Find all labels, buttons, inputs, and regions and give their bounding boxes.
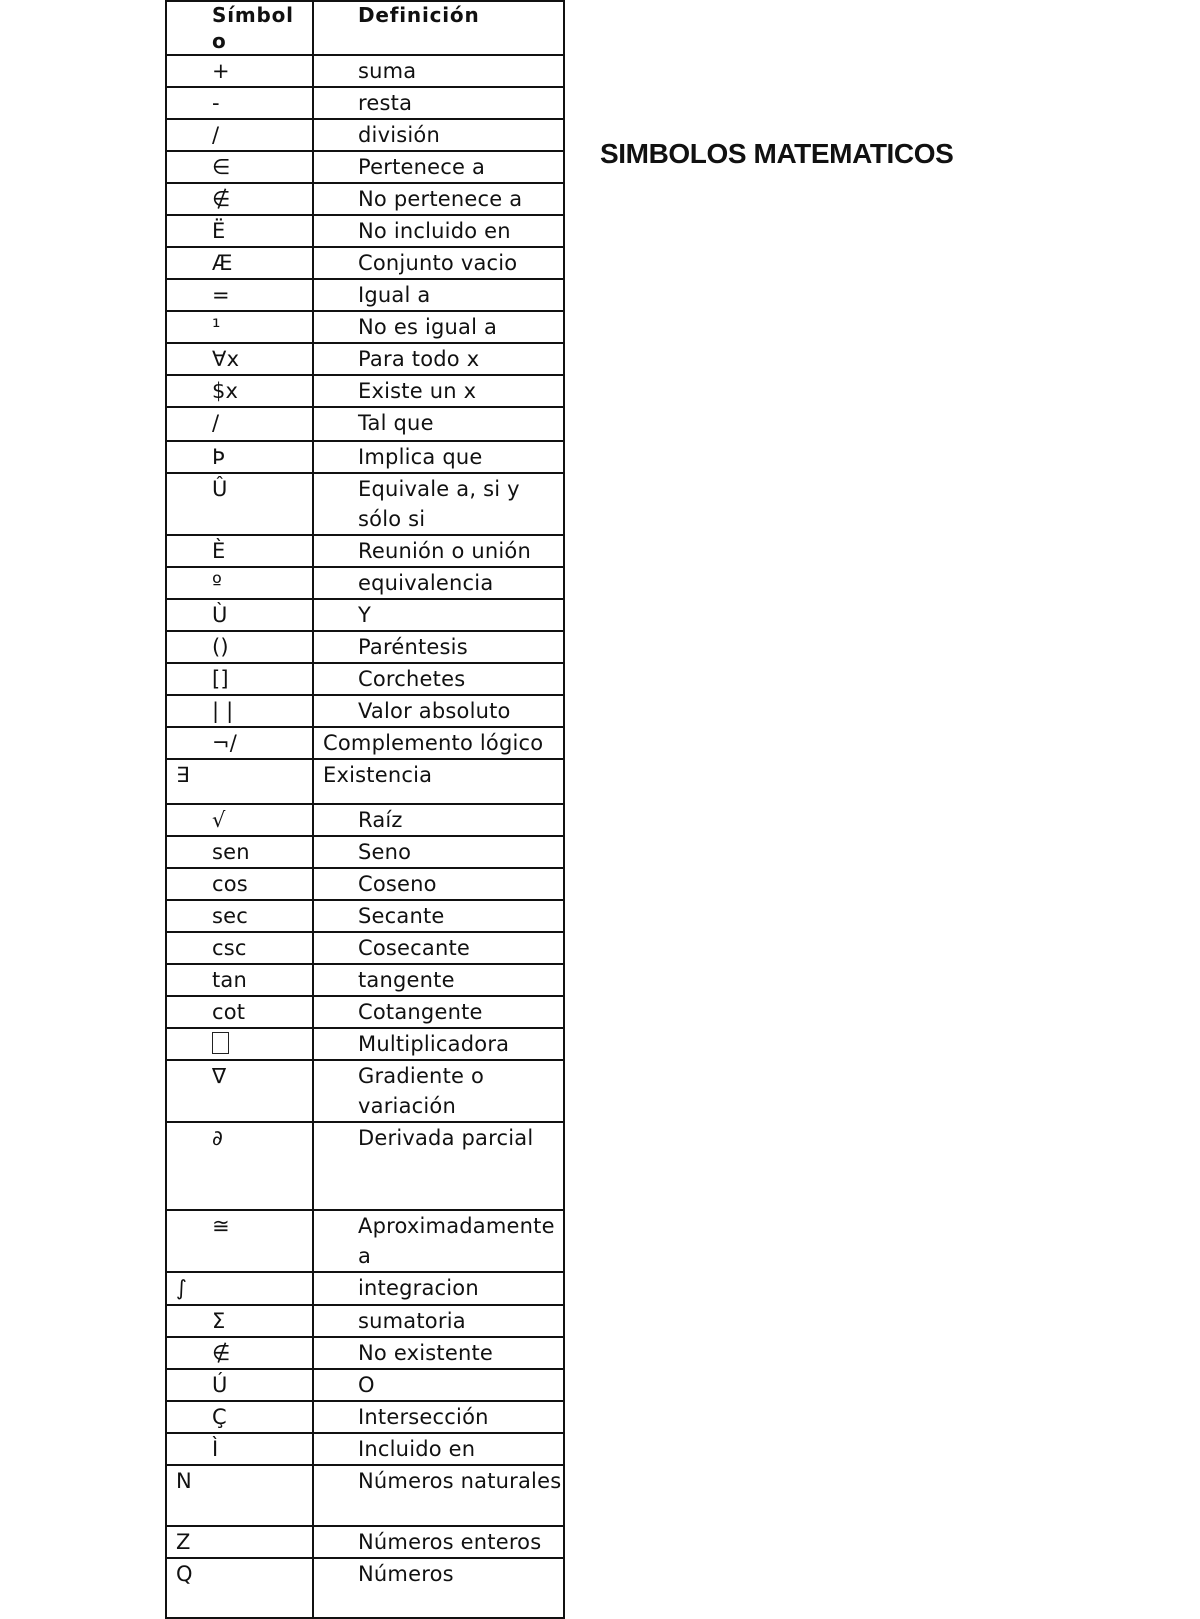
definition-cell: Equivale a, si y sólo si [313, 473, 564, 535]
symbol-cell: ¬/ [166, 727, 313, 759]
definition-cell: Complemento lógico [313, 727, 564, 759]
symbol-cell: ≅ [166, 1210, 313, 1272]
symbol-cell: ∫ [166, 1272, 313, 1305]
table-row [166, 836, 564, 868]
definition-cell: Coseno [313, 868, 564, 900]
definition-cell: Existe un x [313, 375, 564, 407]
symbol-cell: È [166, 535, 313, 567]
table-row [166, 631, 564, 663]
symbol-cell: Ç [166, 1401, 313, 1433]
definition-cell: suma [313, 55, 564, 87]
table-row [166, 343, 564, 375]
table-row [166, 535, 564, 567]
table-row [166, 1465, 564, 1526]
table-row [166, 1060, 564, 1122]
definition-cell: Existencia [313, 759, 564, 804]
table-row [166, 407, 564, 441]
symbol-cell: Σ [166, 1305, 313, 1337]
symbol-cell: ∂ [166, 1122, 313, 1210]
definition-cell: Cotangente [313, 996, 564, 1028]
symbol-cell: ∇ [166, 1060, 313, 1122]
symbol-cell: [] [166, 663, 313, 695]
table-row [166, 964, 564, 996]
symbol-cell: Ë [166, 215, 313, 247]
symbol-column-header: Símbol o [166, 1, 313, 55]
definition-cell: Reunión o unión [313, 535, 564, 567]
table-row [166, 1210, 564, 1272]
table-row [166, 567, 564, 599]
definition-cell: Pertenece a [313, 151, 564, 183]
table-row [166, 1558, 564, 1618]
symbol-cell: / [166, 119, 313, 151]
definition-cell: Valor absoluto [313, 695, 564, 727]
box-glyph-icon [212, 1032, 229, 1054]
table-row [166, 1433, 564, 1465]
table-row [166, 441, 564, 473]
symbol-cell: ¹ [166, 311, 313, 343]
definition-cell: Corchetes [313, 663, 564, 695]
table-row [166, 55, 564, 87]
table-row [166, 727, 564, 759]
symbol-cell: Ú [166, 1369, 313, 1401]
table-row [166, 119, 564, 151]
table-row [166, 375, 564, 407]
table-row [166, 1122, 564, 1210]
symbol-cell: | | [166, 695, 313, 727]
symbol-cell: ∃ [166, 759, 313, 804]
definition-cell: Paréntesis [313, 631, 564, 663]
table-row [166, 1401, 564, 1433]
definition-cell: Incluido en [313, 1433, 564, 1465]
definition-cell: tangente [313, 964, 564, 996]
definition-cell: No pertenece a [313, 183, 564, 215]
definition-cell: Para todo x [313, 343, 564, 375]
symbol-cell: sen [166, 836, 313, 868]
definition-cell: Conjunto vacio [313, 247, 564, 279]
definition-cell: Seno [313, 836, 564, 868]
page-title: SIMBOLOS MATEMATICOS [600, 138, 954, 169]
table-row [166, 759, 564, 804]
symbol-cell: csc [166, 932, 313, 964]
symbol-cell: ∈ [166, 151, 313, 183]
symbol-cell: cos [166, 868, 313, 900]
definition-cell: No existente [313, 1337, 564, 1369]
symbol-cell: Q [166, 1558, 313, 1618]
definition-cell: No es igual a [313, 311, 564, 343]
table-row [166, 663, 564, 695]
definition-cell: sumatoria [313, 1305, 564, 1337]
definition-cell: Gradiente o variación [313, 1060, 564, 1122]
table-header [166, 1, 564, 55]
definition-cell: Multiplicadora [313, 1028, 564, 1060]
definition-cell: división [313, 119, 564, 151]
symbol-cell: cot [166, 996, 313, 1028]
table-row [166, 996, 564, 1028]
definition-cell: Secante [313, 900, 564, 932]
definition-cell: Números enteros [313, 1526, 564, 1558]
definition-cell: Derivada parcial [313, 1122, 564, 1210]
symbol-cell: ∉ [166, 1337, 313, 1369]
definition-cell: Igual a [313, 279, 564, 311]
symbol-cell: / [166, 407, 313, 441]
definition-cell: Tal que [313, 407, 564, 441]
table-row [166, 1305, 564, 1337]
symbol-cell: () [166, 631, 313, 663]
table-row [166, 932, 564, 964]
table-row [166, 1526, 564, 1558]
table-row [166, 868, 564, 900]
table-row [166, 1337, 564, 1369]
definition-cell: Y [313, 599, 564, 631]
table-row [166, 473, 564, 535]
definition-cell: Cosecante [313, 932, 564, 964]
symbol-cell: tan [166, 964, 313, 996]
table-row [166, 804, 564, 836]
symbol-cell: N [166, 1465, 313, 1526]
table-row [166, 183, 564, 215]
definition-cell: O [313, 1369, 564, 1401]
symbol-cell: = [166, 279, 313, 311]
table-row [166, 695, 564, 727]
definition-cell: equivalencia [313, 567, 564, 599]
definition-cell: integracion [313, 1272, 564, 1305]
symbol-cell: + [166, 55, 313, 87]
definition-cell: No incluido en [313, 215, 564, 247]
symbol-cell: ∉ [166, 183, 313, 215]
symbol-cell: $x [166, 375, 313, 407]
symbol-cell: Þ [166, 441, 313, 473]
table-row [166, 151, 564, 183]
symbol-cell: Û [166, 473, 313, 535]
table-row [166, 247, 564, 279]
symbol-cell: Ì [166, 1433, 313, 1465]
table-row [166, 1272, 564, 1305]
definition-cell: Implica que [313, 441, 564, 473]
table-row [166, 311, 564, 343]
symbol-cell: Z [166, 1526, 313, 1558]
table-row [166, 279, 564, 311]
definition-cell: Aproximadamente a [313, 1210, 564, 1272]
table-row [166, 215, 564, 247]
symbol-cell [166, 1028, 313, 1060]
symbol-cell: º [166, 567, 313, 599]
table-row [166, 1028, 564, 1060]
symbol-cell: Ù [166, 599, 313, 631]
table-row [166, 599, 564, 631]
table-row [166, 1369, 564, 1401]
symbol-cell: Æ [166, 247, 313, 279]
definition-cell: resta [313, 87, 564, 119]
symbol-cell: √ [166, 804, 313, 836]
definition-cell: Números [313, 1558, 564, 1618]
table-row [166, 87, 564, 119]
definition-column-header: Definición [313, 1, 564, 55]
table-row [166, 900, 564, 932]
symbol-cell: ∀x [166, 343, 313, 375]
table-body [166, 55, 564, 1618]
symbols-table [165, 0, 565, 1619]
definition-cell: Raíz [313, 804, 564, 836]
symbol-cell: sec [166, 900, 313, 932]
symbol-cell: - [166, 87, 313, 119]
definition-cell: Números naturales [313, 1465, 564, 1526]
definition-cell: Intersección [313, 1401, 564, 1433]
